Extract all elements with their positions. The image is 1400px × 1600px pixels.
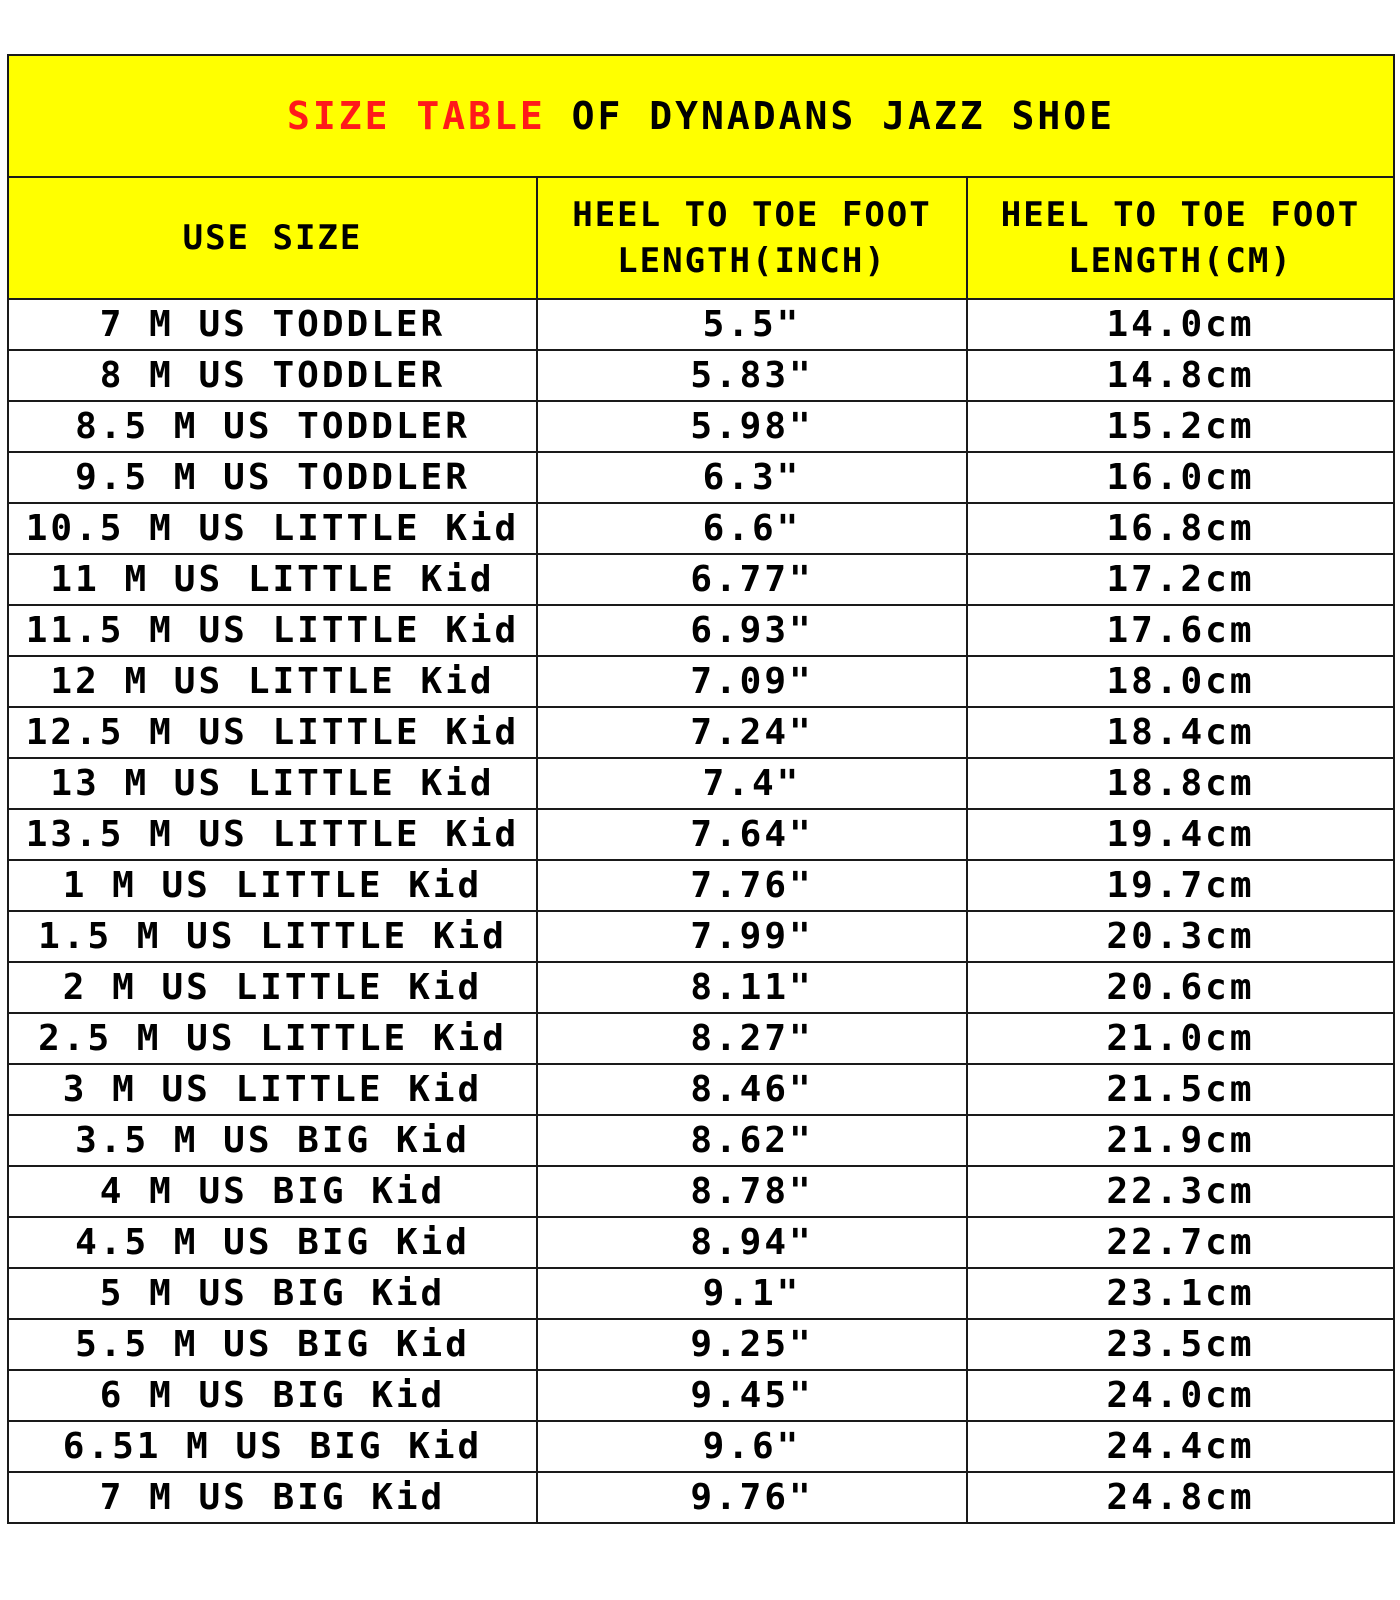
size-cell: 6 M US BIG Kid — [8, 1370, 537, 1421]
header-use-size — [8, 177, 537, 299]
cm-cell: 20.3cm — [967, 911, 1394, 962]
size-cell: 11 M US LITTLE Kid — [8, 554, 537, 605]
inch-cell: 8.46" — [537, 1064, 967, 1115]
table-row — [8, 962, 1394, 1013]
size-cell: 5.5 M US BIG Kid — [8, 1319, 537, 1370]
inch-cell: 6.93" — [537, 605, 967, 656]
size-cell: 2.5 M US LITTLE Kid — [8, 1013, 537, 1064]
size-cell: 8 M US TODDLER — [8, 350, 537, 401]
table-row — [8, 1013, 1394, 1064]
inch-cell: 9.25" — [537, 1319, 967, 1370]
size-cell: 5 M US BIG Kid — [8, 1268, 537, 1319]
inch-cell: 7.24" — [537, 707, 967, 758]
table-title-highlight: SIZE TABLE — [286, 94, 546, 138]
size-cell: 4 M US BIG Kid — [8, 1166, 537, 1217]
size-cell: 1.5 M US LITTLE Kid — [8, 911, 537, 962]
cm-cell: 21.5cm — [967, 1064, 1394, 1115]
table-row — [8, 809, 1394, 860]
inch-cell: 7.09" — [537, 656, 967, 707]
cm-cell: 22.3cm — [967, 1166, 1394, 1217]
cm-cell: 21.9cm — [967, 1115, 1394, 1166]
cm-cell: 24.8cm — [967, 1472, 1394, 1523]
table-row — [8, 452, 1394, 503]
cm-cell: 16.0cm — [967, 452, 1394, 503]
header-use-size-label: USE SIZE — [182, 218, 363, 258]
cm-cell: 23.1cm — [967, 1268, 1394, 1319]
size-table — [7, 54, 1395, 1524]
inch-cell: 7.4" — [537, 758, 967, 809]
cm-cell: 17.2cm — [967, 554, 1394, 605]
header-length-inch-line2: LENGTH(INCH) — [617, 241, 887, 281]
cm-cell: 22.7cm — [967, 1217, 1394, 1268]
inch-cell: 9.76" — [537, 1472, 967, 1523]
inch-cell: 8.62" — [537, 1115, 967, 1166]
inch-cell: 7.99" — [537, 911, 967, 962]
table-row — [8, 1064, 1394, 1115]
size-cell: 12 M US LITTLE Kid — [8, 656, 537, 707]
inch-cell: 5.98" — [537, 401, 967, 452]
cm-cell: 16.8cm — [967, 503, 1394, 554]
size-cell: 3 M US LITTLE Kid — [8, 1064, 537, 1115]
size-cell: 7 M US TODDLER — [8, 299, 537, 350]
inch-cell: 9.45" — [537, 1370, 967, 1421]
size-cell: 1 M US LITTLE Kid — [8, 860, 537, 911]
inch-cell: 6.3" — [537, 452, 967, 503]
table-row — [8, 1166, 1394, 1217]
cm-cell: 19.4cm — [967, 809, 1394, 860]
table-row — [8, 350, 1394, 401]
size-cell: 13.5 M US LITTLE Kid — [8, 809, 537, 860]
size-cell: 11.5 M US LITTLE Kid — [8, 605, 537, 656]
cm-cell: 14.8cm — [967, 350, 1394, 401]
size-cell: 12.5 M US LITTLE Kid — [8, 707, 537, 758]
cm-cell: 19.7cm — [967, 860, 1394, 911]
inch-cell: 8.78" — [537, 1166, 967, 1217]
table-row — [8, 707, 1394, 758]
table-title — [8, 55, 1394, 177]
cm-cell: 23.5cm — [967, 1319, 1394, 1370]
header-length-inch — [537, 177, 967, 299]
size-cell: 9.5 M US TODDLER — [8, 452, 537, 503]
header-length-inch-line1: HEEL TO TOE FOOT — [572, 195, 932, 235]
inch-cell: 9.1" — [537, 1268, 967, 1319]
cm-cell: 20.6cm — [967, 962, 1394, 1013]
table-row — [8, 860, 1394, 911]
table-row — [8, 554, 1394, 605]
inch-cell: 7.76" — [537, 860, 967, 911]
cm-cell: 24.0cm — [967, 1370, 1394, 1421]
table-row — [8, 401, 1394, 452]
inch-cell: 5.83" — [537, 350, 967, 401]
inch-cell: 9.6" — [537, 1421, 967, 1472]
table-row — [8, 605, 1394, 656]
table-body — [8, 299, 1394, 1523]
inch-cell: 8.27" — [537, 1013, 967, 1064]
table-title-rest: OF DYNADANS JAZZ SHOE — [545, 94, 1116, 138]
cm-cell: 15.2cm — [967, 401, 1394, 452]
table-row — [8, 758, 1394, 809]
table-row — [8, 656, 1394, 707]
inch-cell: 7.64" — [537, 809, 967, 860]
table-row — [8, 299, 1394, 350]
inch-cell: 8.11" — [537, 962, 967, 1013]
size-cell: 7 M US BIG Kid — [8, 1472, 537, 1523]
header-length-cm — [967, 177, 1394, 299]
table-row — [8, 503, 1394, 554]
cm-cell: 21.0cm — [967, 1013, 1394, 1064]
size-cell: 8.5 M US TODDLER — [8, 401, 537, 452]
size-cell: 10.5 M US LITTLE Kid — [8, 503, 537, 554]
table-row — [8, 911, 1394, 962]
table-row — [8, 1115, 1394, 1166]
inch-cell: 6.6" — [537, 503, 967, 554]
inch-cell: 8.94" — [537, 1217, 967, 1268]
table-row — [8, 1217, 1394, 1268]
header-length-cm-line1: HEEL TO TOE FOOT — [1000, 195, 1361, 235]
table-row — [8, 1370, 1394, 1421]
cm-cell: 18.0cm — [967, 656, 1394, 707]
table-row — [8, 1472, 1394, 1523]
cm-cell: 24.4cm — [967, 1421, 1394, 1472]
cm-cell: 17.6cm — [967, 605, 1394, 656]
size-cell: 6.51 M US BIG Kid — [8, 1421, 537, 1472]
cm-cell: 18.4cm — [967, 707, 1394, 758]
inch-cell: 5.5" — [537, 299, 967, 350]
cm-cell: 14.0cm — [967, 299, 1394, 350]
table-row — [8, 1421, 1394, 1472]
table-row — [8, 1319, 1394, 1370]
inch-cell: 6.77" — [537, 554, 967, 605]
size-cell: 13 M US LITTLE Kid — [8, 758, 537, 809]
size-cell: 3.5 M US BIG Kid — [8, 1115, 537, 1166]
header-length-cm-line2: LENGTH(CM) — [1068, 241, 1293, 281]
cm-cell: 18.8cm — [967, 758, 1394, 809]
table-row — [8, 1268, 1394, 1319]
size-cell: 4.5 M US BIG Kid — [8, 1217, 537, 1268]
size-cell: 2 M US LITTLE Kid — [8, 962, 537, 1013]
